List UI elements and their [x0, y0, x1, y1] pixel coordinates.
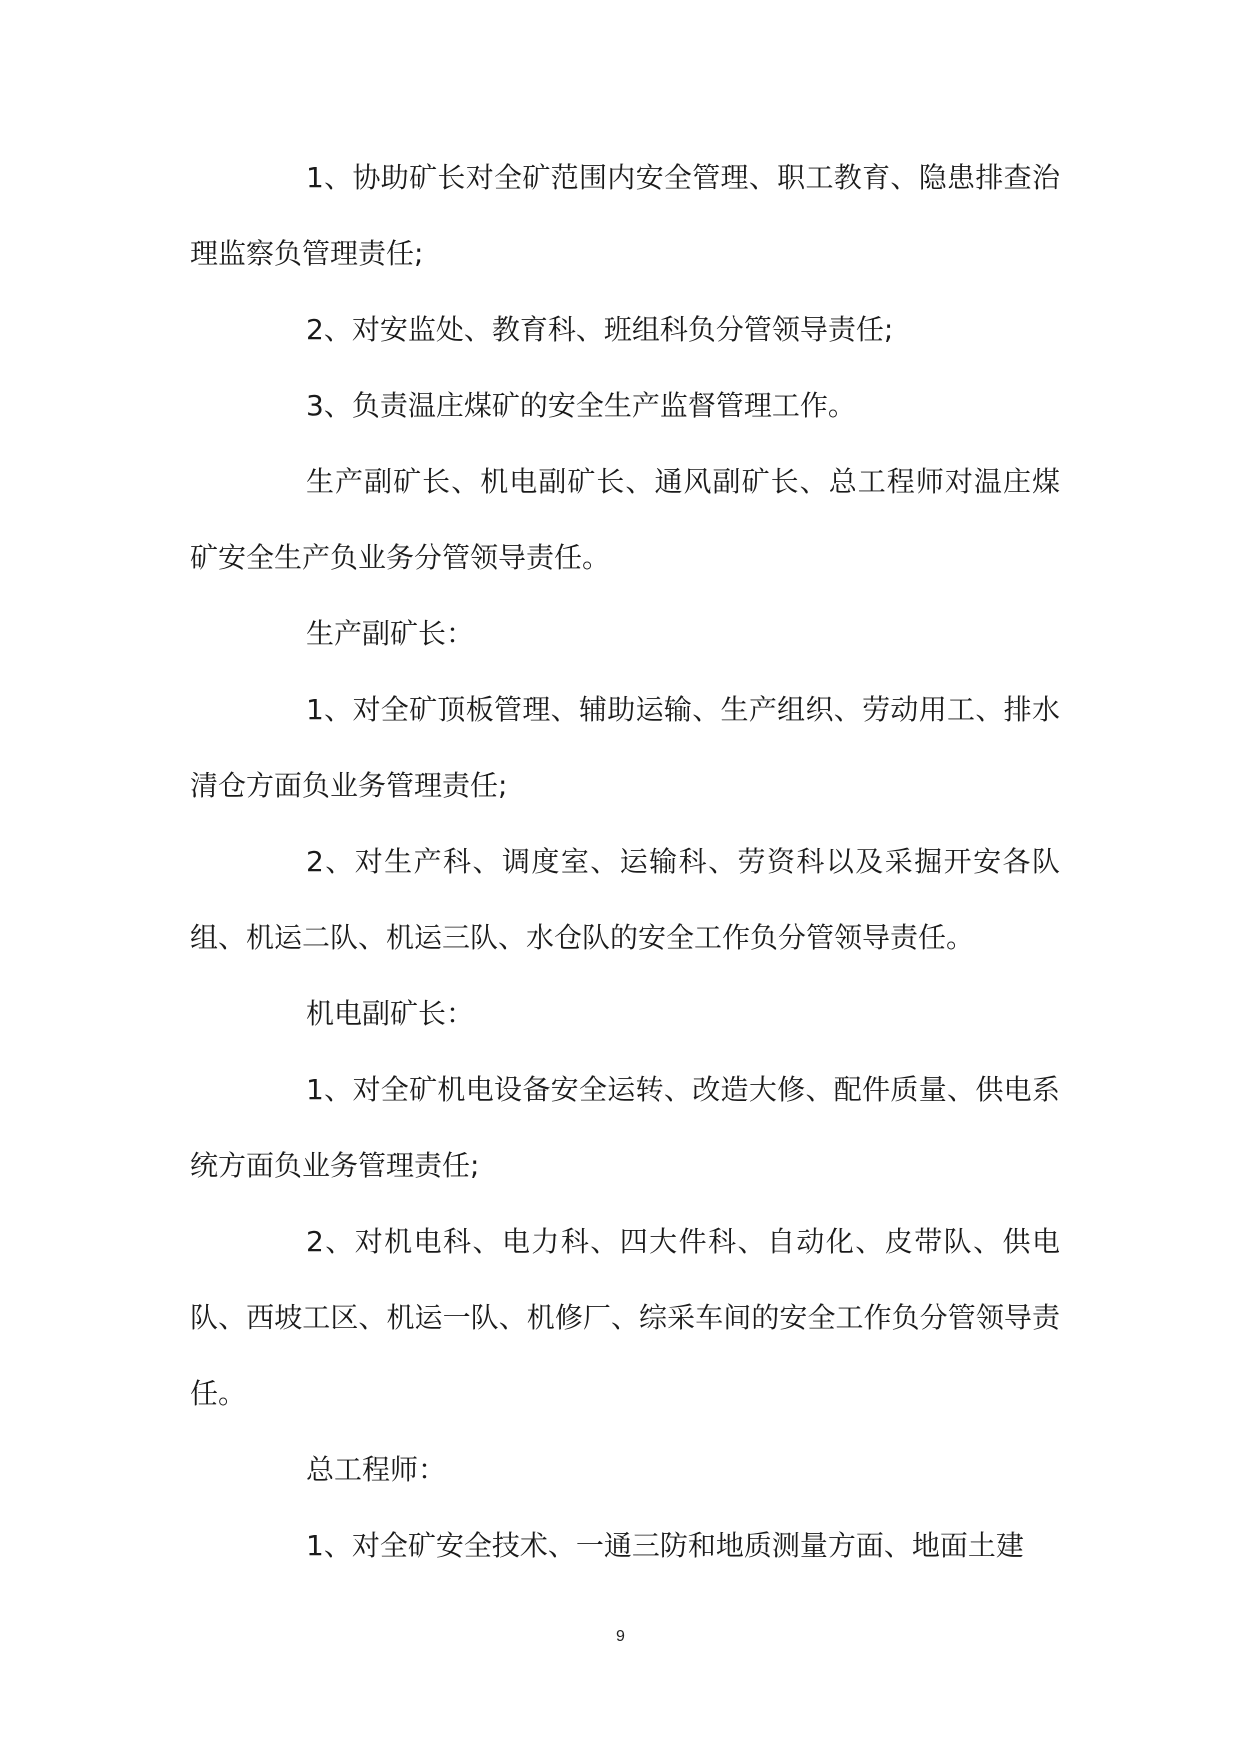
paragraph-6: 1、对全矿顶板管理、辅助运输、生产组织、劳动用工、排水清仓方面负业务管理责任;: [190, 693, 1060, 802]
paragraph-12: 1、对全矿安全技术、一通三防和地质测量方面、地面土建: [306, 1529, 1024, 1562]
paragraph-7: 2、对生产科、调度室、运输科、劳资科以及采掘开安各队组、机运二队、机运三队、水仓队的安全工作负分管领导责任。: [190, 845, 1060, 954]
body-text: [190, 140, 1060, 1584]
section-heading-production: 生产副矿长：: [306, 617, 475, 650]
section-heading-electromechanical: 机电副矿长：: [306, 997, 475, 1030]
paragraph-2: 2、对安监处、教育科、班组科负分管领导责任;: [306, 313, 894, 346]
paragraph-4: 生产副矿长、机电副矿长、通风副矿长、总工程师对温庄煤矿安全生产负业务分管领导责任。: [190, 465, 1060, 574]
section-heading-chief-engineer: 总工程师：: [306, 1453, 447, 1486]
paragraph-10: 2、对机电科、电力科、四大件科、自动化、皮带队、供电队、西坡工区、机运一队、机修厂、综采车间的安全工作负分管领导责任。: [190, 1225, 1060, 1410]
paragraph-1: 1、协助矿长对全矿范围内安全管理、职工教育、隐患排查治理监察负管理责任;: [190, 161, 1060, 270]
paragraph-3: 3、负责温庄煤矿的安全生产监督管理工作。: [306, 389, 856, 422]
paragraph-9: 1、对全矿机电设备安全运转、改造大修、配件质量、供电系统方面负业务管理责任;: [190, 1073, 1060, 1182]
page-number: 9: [616, 1628, 625, 1645]
